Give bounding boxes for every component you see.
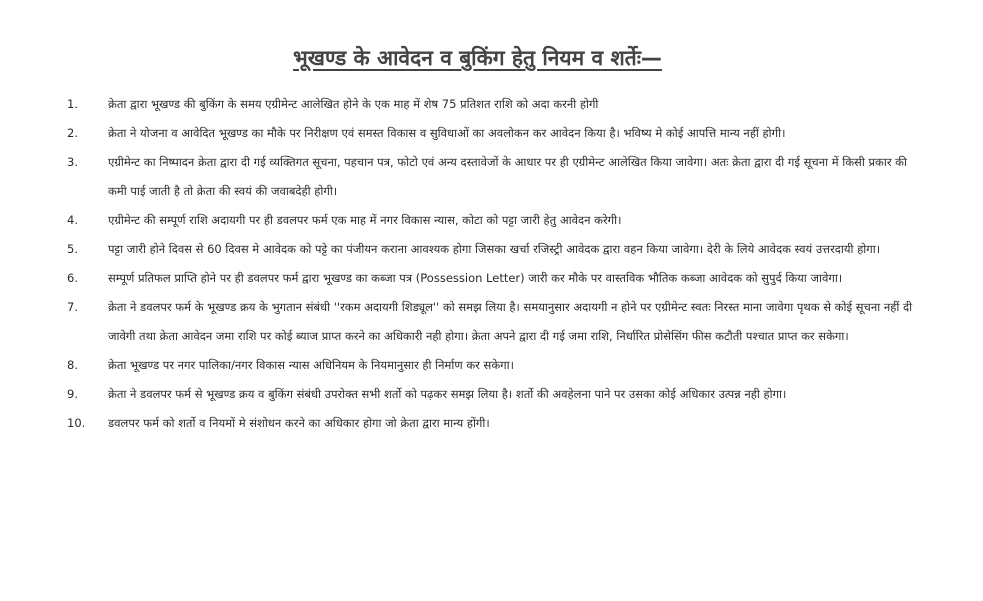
rule-number: 1. xyxy=(67,97,78,111)
rule-number: 9. xyxy=(67,387,78,401)
rule-item xyxy=(0,90,983,119)
rule-number: 4. xyxy=(67,213,78,227)
rule-item xyxy=(0,293,983,351)
rule-number: 2. xyxy=(67,126,78,140)
rule-text: क्रेता ने योजना व आवेदित भूखण्ड का मौके पर निरीक्षण एवं समस्त विकास व सुविधाओं का अवलोकन कर आवेदन किया है। भविष्य मे कोई आपत्ति मान्य नहीं होगी। xyxy=(108,126,786,140)
rule-item xyxy=(0,148,983,206)
rule-number: 3. xyxy=(67,155,78,169)
rule-item xyxy=(0,235,983,264)
rule-text: क्रेता द्वारा भूखण्ड की बुकिंग के समय एग्रीमेन्ट आलेखित होने के एक माह में शेष 75 प्रतिशत राशि को अदा करनी होगी xyxy=(108,97,599,111)
page-title: भूखण्ड के आवेदन व बुकिंग हेतु नियम व शर्तेः— xyxy=(293,46,662,71)
rule-number: 6. xyxy=(67,271,78,285)
rule-text: एग्रीमेन्ट की सम्पूर्ण राशि अदायगी पर ही डवलपर फर्म एक माह में नगर विकास न्यास, कोटा को पट्टा जारी हेतु आवेदन करेगी। xyxy=(108,213,622,227)
rule-number: 8. xyxy=(67,358,78,372)
rules-list xyxy=(0,90,983,438)
rule-item xyxy=(0,351,983,380)
rule-item xyxy=(0,409,983,438)
rule-number: 7. xyxy=(67,300,78,314)
rule-text: क्रेता ने डवलपर फर्म के भूखण्ड क्रय के भुगतान संबंधी ''रकम अदायगी शिड्यूल'' को समझ लिया है। समयानुसार अदायगी न होने पर एग्रीमेन्ट स्वतः निरस्त माना जावेगा पृथक से कोई सूचना नहीं दी जावेगी तथा क्रेता आवेदन जमा राशि पर कोई ब्याज प्राप्त करने का अधिकारी नही होगा। क्रेता अपने द्वारा दी गई जमा राशि, निर्धारित प्रोसेसिंग फीस कटौती पश्चात प्राप्त कर सकेगा। xyxy=(108,300,913,343)
rule-item xyxy=(0,119,983,148)
rule-number: 5. xyxy=(67,242,78,256)
rule-text: एग्रीमेन्ट का निष्पादन क्रेता द्वारा दी गई व्यक्तिगत सूचना, पहचान पत्र, फोटो एवं अन्य दस्तावेजों के आधार पर ही एग्रीमेन्ट आलेखित किया जावेगा। अतः क्रेता द्वारा दी गई सूचना में किसी प्रकार की कमी पाई जाती है तो क्रेता की स्वयं की जवाबदेही होगी। xyxy=(108,155,907,198)
rule-text: क्रेता ने डवलपर फर्म से भूखण्ड क्रय व बुकिंग संबंधी उपरोक्त सभी शर्तो को पढ़कर समझ लिया है। शर्तो की अवहेलना पाने पर उसका कोई अधिकार उत्पन्न नही होगा। xyxy=(108,387,787,401)
rule-text: पट्टा जारी होने दिवस से 60 दिवस मे आवेदक को पट्टे का पंजीयन कराना आवश्यक होगा जिसका खर्चा रजिस्ट्री आवेदक द्वारा वहन किया जावेगा। देरी के लिये आवेदक स्वयं उत्तरदायी होगा। xyxy=(108,242,881,256)
rule-text: क्रेता भूखण्ड पर नगर पालिका/नगर विकास न्यास अधिनियम के नियमानुसार ही निर्माण कर सकेगा। xyxy=(108,358,514,372)
rule-item xyxy=(0,264,983,293)
rule-item xyxy=(0,206,983,235)
rule-item xyxy=(0,380,983,409)
rule-number: 10. xyxy=(67,416,86,430)
rule-text: सम्पूर्ण प्रतिफल प्राप्ति होने पर ही डवलपर फर्म द्वारा भूखण्ड का कब्जा पत्र (Possession Letter) जारी कर मौके पर वास्तविक भौतिक कब्जा आवेदक को सुपुर्द किया जावेगा। xyxy=(108,271,843,285)
rule-text: डवलपर फर्म को शर्तो व नियमों मे संशोधन करने का अधिकार होगा जो क्रेता द्वारा मान्य होंगी। xyxy=(108,416,490,430)
